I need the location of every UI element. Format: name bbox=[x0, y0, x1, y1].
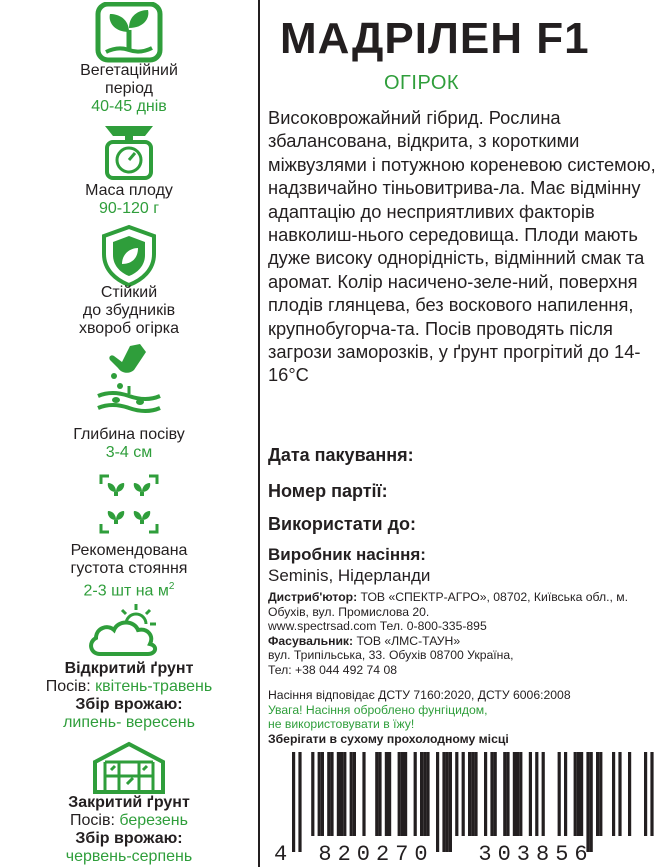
barcode-bar bbox=[577, 752, 580, 836]
open-ground-title: Відкритий ґрунт bbox=[64, 660, 194, 677]
resistance-label-3: хвороб огірка bbox=[78, 320, 180, 337]
resistance-label-1: Стійкий bbox=[100, 284, 158, 301]
vegetation-block bbox=[0, 62, 258, 116]
barcode-bar bbox=[484, 752, 487, 836]
density-label-2: густота стояння bbox=[70, 560, 188, 577]
barcode-bar bbox=[516, 752, 519, 836]
warning-line-2: не використовувати в їжу! bbox=[268, 717, 415, 731]
mass-block bbox=[0, 182, 258, 218]
barcode bbox=[268, 752, 660, 864]
sowing-hand-icon bbox=[94, 342, 164, 418]
scale-icon bbox=[99, 118, 159, 180]
product-title: МАДРІЛЕН F1 bbox=[280, 14, 590, 63]
greenhouse-harvest-label: Збір врожаю: bbox=[75, 830, 183, 847]
barcode-bar bbox=[343, 752, 346, 836]
greenhouse-harvest-value: червень-серпень bbox=[65, 848, 193, 865]
barcode-bar bbox=[340, 752, 343, 836]
packer-address: вул. Трипільська, 33. Обухів 08700 Україна, bbox=[268, 648, 514, 662]
barcode-bar bbox=[542, 752, 545, 836]
barcode-bar bbox=[292, 752, 295, 852]
barcode-bar bbox=[618, 752, 621, 836]
barcode-bar bbox=[612, 752, 615, 836]
barcode-bar bbox=[375, 752, 378, 836]
distributor-phone: Тел. 0-800-335-895 bbox=[379, 619, 487, 633]
barcode-bar bbox=[455, 752, 458, 836]
barcode-bar bbox=[414, 752, 417, 836]
barcode-bar bbox=[644, 752, 647, 836]
producer-label: Виробник насіння: bbox=[268, 545, 426, 564]
depth-block bbox=[0, 426, 258, 462]
barcode-bar bbox=[350, 752, 353, 836]
standard-note: Насіння відповідає ДСТУ 7160:2020, ДСТУ 6006:2008 bbox=[268, 688, 571, 702]
barcode-bar bbox=[330, 752, 333, 836]
density-value-sup: 2 bbox=[168, 581, 175, 592]
barcode-bar bbox=[426, 752, 429, 836]
producer-block bbox=[268, 544, 430, 586]
distributor-block bbox=[268, 590, 660, 677]
barcode-bar bbox=[628, 752, 631, 836]
mass-value: 90-120 г bbox=[98, 200, 160, 217]
barcode-bar bbox=[321, 752, 324, 836]
barcode-bar bbox=[494, 752, 497, 836]
open-ground-block bbox=[0, 660, 258, 732]
barcode-bar bbox=[420, 752, 423, 836]
density-value-text: 2-3 шт на м bbox=[83, 582, 169, 600]
density-block bbox=[0, 542, 258, 600]
depth-value: 3-4 см bbox=[105, 444, 153, 461]
density-label-1: Рекомендована bbox=[70, 542, 188, 559]
barcode-bar bbox=[327, 752, 330, 836]
barcode-bar bbox=[404, 752, 407, 836]
greenhouse-icon bbox=[89, 740, 169, 796]
barcode-bar bbox=[298, 752, 301, 852]
barcode-bar bbox=[378, 752, 381, 836]
plant-grid-icon bbox=[99, 474, 159, 534]
barcode-bar bbox=[449, 752, 452, 852]
mass-label: Маса плоду bbox=[85, 182, 173, 199]
resistance-label-2: до збудників bbox=[82, 302, 176, 319]
barcode-bar bbox=[398, 752, 401, 836]
barcode-left-digits: 820270 bbox=[318, 842, 434, 864]
barcode-bar bbox=[513, 752, 516, 836]
product-subtitle: ОГІРОК bbox=[384, 72, 460, 94]
barcode-bar bbox=[436, 752, 439, 852]
column-divider bbox=[258, 0, 260, 867]
barcode-right-digits: 303856 bbox=[478, 842, 594, 864]
greenhouse-title: Закритий ґрунт bbox=[68, 794, 190, 811]
barcode-bar bbox=[423, 752, 426, 836]
greenhouse-sow-value: березень bbox=[119, 812, 188, 829]
barcode-bar bbox=[558, 752, 561, 836]
barcode-bar bbox=[462, 752, 465, 836]
barcode-bar bbox=[474, 752, 477, 836]
barcode-bar bbox=[442, 752, 445, 852]
barcode-bar bbox=[388, 752, 391, 836]
packer-phone: Тел: +38 044 492 74 08 bbox=[268, 662, 398, 677]
barcode-bar bbox=[519, 752, 522, 836]
barcode-bar bbox=[385, 752, 388, 836]
barcode-bar bbox=[586, 752, 589, 852]
barcode-bar bbox=[564, 752, 567, 836]
vegetation-value: 40-45 днів bbox=[91, 98, 167, 115]
barcode-bar bbox=[650, 752, 653, 836]
open-ground-harvest-label: Збір врожаю: bbox=[75, 696, 183, 713]
barcode-bar bbox=[599, 752, 602, 836]
distributor-label: Дистриб'ютор: bbox=[268, 590, 358, 604]
barcode-bar bbox=[446, 752, 449, 852]
producer-value: Seminis, Нідерланди bbox=[268, 566, 431, 585]
open-ground-sowing bbox=[0, 678, 258, 696]
greenhouse-block bbox=[0, 794, 258, 866]
sun-cloud-icon bbox=[84, 600, 174, 660]
notes-block bbox=[268, 688, 660, 746]
open-ground-harvest-value: липень- вересень bbox=[63, 714, 195, 731]
product-description: Високоврожайний гібрид. Рослина збалансована, відкрита, з короткими міжвузлями і потужною кореневою системою, надзвичайно тіньовитрива-ла. Має відмінну адаптацію до несприятливих факторів навколиш-нього середовища. Плоди мають дуже високу однорідність, відмінний смак та аромат. Колір насичено-зеле-ний, поверхня плодів глянцева, без воскового напилення, крупнобугорча-та. Посів проводять після загрози заморозків, у ґрунт прогрітий до 14-16°С bbox=[268, 107, 656, 386]
vegetation-label-2: період bbox=[105, 80, 153, 97]
sprout-icon bbox=[84, 2, 174, 64]
barcode-bar bbox=[337, 752, 340, 836]
density-value bbox=[0, 578, 258, 600]
barcode-bar bbox=[353, 752, 356, 836]
distributor-text: ТОВ «СПЕКТР-АГРО», 08702, Київська обл., м. Обухів, вул. Промислова 20. bbox=[268, 590, 629, 619]
open-ground-sow-label: Посів: bbox=[45, 678, 91, 695]
specs-column bbox=[0, 0, 258, 867]
barcode-bar bbox=[471, 752, 474, 836]
warning-line-1: Увага! Насіння оброблено фунгіцидом, bbox=[268, 702, 488, 717]
barcode-bar bbox=[535, 752, 538, 836]
vegetation-label-1: Вегетаційний bbox=[80, 62, 178, 79]
barcode-bar bbox=[490, 752, 493, 836]
pack-date-field: Дата пакування: bbox=[268, 445, 414, 465]
barcode-bar bbox=[318, 752, 321, 836]
distributor-site[interactable]: www.spectrsad.com bbox=[268, 619, 377, 633]
barcode-bar bbox=[590, 752, 593, 852]
barcode-bar bbox=[580, 752, 583, 836]
barcode-bar bbox=[362, 752, 365, 836]
barcode-bar bbox=[503, 752, 506, 836]
barcode-bar bbox=[506, 752, 509, 836]
storage-note: Зберігати в сухому прохолодному місці bbox=[268, 731, 509, 746]
depth-label: Глибина посіву bbox=[73, 426, 185, 443]
batch-field: Номер партії: bbox=[268, 481, 388, 501]
use-by-field: Використати до: bbox=[268, 514, 417, 534]
barcode-bar bbox=[401, 752, 404, 836]
barcode-bar bbox=[311, 752, 314, 836]
open-ground-sow-value: квітень-травень bbox=[95, 678, 213, 695]
greenhouse-sowing bbox=[0, 812, 258, 830]
packer-label: Фасувальник: bbox=[268, 633, 354, 648]
barcode-bar bbox=[529, 752, 532, 836]
barcode-bar bbox=[596, 752, 599, 836]
resistance-block bbox=[0, 284, 258, 338]
greenhouse-sow-label: Посів: bbox=[70, 812, 115, 829]
barcode-bar bbox=[574, 752, 577, 836]
shield-leaf-icon bbox=[98, 224, 160, 288]
packer-text: ТОВ «ЛМС-ТАУН» bbox=[356, 633, 461, 648]
barcode-bar bbox=[468, 752, 471, 836]
barcode-first-digit: 4 bbox=[274, 842, 288, 864]
